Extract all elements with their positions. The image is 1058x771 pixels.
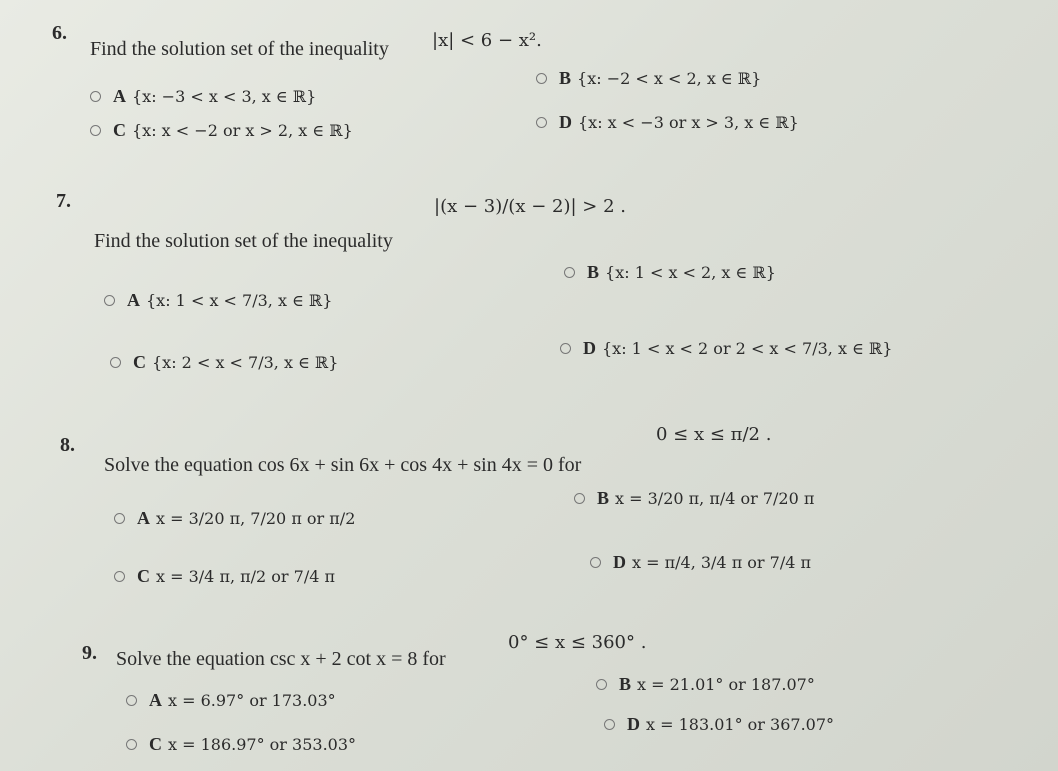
option-value: x = 3/20 π, 7/20 π or π/2 bbox=[156, 509, 356, 528]
option-letter: D bbox=[559, 112, 572, 132]
question-8-option-a[interactable] bbox=[114, 508, 355, 529]
option-value: x = 186.97° or 353.03° bbox=[168, 735, 357, 754]
option-letter: A bbox=[149, 690, 162, 710]
radio-icon[interactable] bbox=[574, 493, 585, 504]
question-9-option-c[interactable] bbox=[126, 734, 356, 755]
option-letter: B bbox=[619, 674, 632, 694]
question-8-option-b[interactable] bbox=[574, 488, 814, 509]
option-letter: C bbox=[137, 566, 150, 586]
question-7-option-d[interactable] bbox=[560, 338, 892, 359]
radio-icon[interactable] bbox=[536, 73, 547, 84]
radio-icon[interactable] bbox=[104, 295, 115, 306]
option-value: {x: 1 < x < 2 or 2 < x < 7/3, x ∈ ℝ} bbox=[602, 339, 893, 358]
question-6-text: Find the solution set of the inequality bbox=[90, 38, 389, 60]
question-6-option-a[interactable] bbox=[90, 86, 316, 107]
option-value: {x: −2 < x < 2, x ∈ ℝ} bbox=[577, 69, 762, 88]
radio-icon[interactable] bbox=[564, 267, 575, 278]
option-letter: A bbox=[113, 86, 126, 106]
option-letter: B bbox=[597, 488, 610, 508]
question-8-expression: 0 ≤ x ≤ π/2 . bbox=[656, 424, 772, 445]
question-6-option-c[interactable] bbox=[90, 120, 353, 141]
option-letter: C bbox=[149, 734, 162, 754]
question-6-expression: |x| < 6 − x². bbox=[432, 30, 542, 51]
option-value: {x: −3 < x < 3, x ∈ ℝ} bbox=[132, 87, 317, 106]
question-8-option-d[interactable] bbox=[590, 552, 811, 573]
option-value: x = 183.01° or 367.07° bbox=[646, 715, 835, 734]
radio-icon[interactable] bbox=[126, 739, 137, 750]
option-value: x = 3/20 π, π/4 or 7/20 π bbox=[615, 489, 815, 508]
question-7-option-c[interactable] bbox=[110, 352, 338, 373]
option-letter: A bbox=[127, 290, 140, 310]
option-value: x = 21.01° or 187.07° bbox=[637, 675, 815, 694]
radio-icon[interactable] bbox=[590, 557, 601, 568]
option-letter: B bbox=[559, 68, 572, 88]
question-7-text: Find the solution set of the inequality bbox=[94, 230, 393, 252]
radio-icon[interactable] bbox=[90, 125, 101, 136]
option-letter: D bbox=[583, 338, 596, 358]
radio-icon[interactable] bbox=[604, 719, 615, 730]
option-letter: B bbox=[587, 262, 600, 282]
question-6-option-b[interactable] bbox=[536, 68, 761, 89]
option-value: {x: x < −2 or x > 2, x ∈ ℝ} bbox=[132, 121, 353, 140]
option-value: {x: 1 < x < 7/3, x ∈ ℝ} bbox=[146, 291, 333, 310]
option-letter: A bbox=[137, 508, 150, 528]
radio-icon[interactable] bbox=[126, 695, 137, 706]
question-7-number: 7. bbox=[56, 190, 71, 212]
radio-icon[interactable] bbox=[536, 117, 547, 128]
radio-icon[interactable] bbox=[90, 91, 101, 102]
question-7-expression: |(x − 3)/(x − 2)| > 2 . bbox=[434, 196, 626, 217]
question-9-option-b[interactable] bbox=[596, 674, 815, 695]
option-value: x = 6.97° or 173.03° bbox=[168, 691, 336, 710]
option-value: {x: x < −3 or x > 3, x ∈ ℝ} bbox=[578, 113, 799, 132]
question-9-text: Solve the equation csc x + 2 cot x = 8 for bbox=[116, 648, 446, 670]
option-letter: D bbox=[627, 714, 640, 734]
radio-icon[interactable] bbox=[114, 513, 125, 524]
question-8-text: Solve the equation cos 6x + sin 6x + cos 4x + sin 4x = 0 for bbox=[104, 454, 582, 476]
question-9-option-a[interactable] bbox=[126, 690, 336, 711]
radio-icon[interactable] bbox=[114, 571, 125, 582]
question-8-option-c[interactable] bbox=[114, 566, 335, 587]
question-6-option-d[interactable] bbox=[536, 112, 799, 133]
question-7-option-a[interactable] bbox=[104, 290, 332, 311]
option-value: x = π/4, 3/4 π or 7/4 π bbox=[632, 553, 812, 572]
option-value: x = 3/4 π, π/2 or 7/4 π bbox=[156, 567, 336, 586]
question-9-option-d[interactable] bbox=[604, 714, 834, 735]
option-value: {x: 1 < x < 2, x ∈ ℝ} bbox=[605, 263, 776, 282]
question-6-number: 6. bbox=[52, 22, 67, 44]
radio-icon[interactable] bbox=[560, 343, 571, 354]
question-7-option-b[interactable] bbox=[564, 262, 776, 283]
radio-icon[interactable] bbox=[596, 679, 607, 690]
question-8-number: 8. bbox=[60, 434, 75, 456]
option-value: {x: 2 < x < 7/3, x ∈ ℝ} bbox=[152, 353, 339, 372]
question-9-number: 9. bbox=[82, 642, 97, 664]
radio-icon[interactable] bbox=[110, 357, 121, 368]
option-letter: C bbox=[133, 352, 146, 372]
option-letter: C bbox=[113, 120, 126, 140]
question-9-expression: 0° ≤ x ≤ 360° . bbox=[508, 632, 647, 653]
option-letter: D bbox=[613, 552, 626, 572]
